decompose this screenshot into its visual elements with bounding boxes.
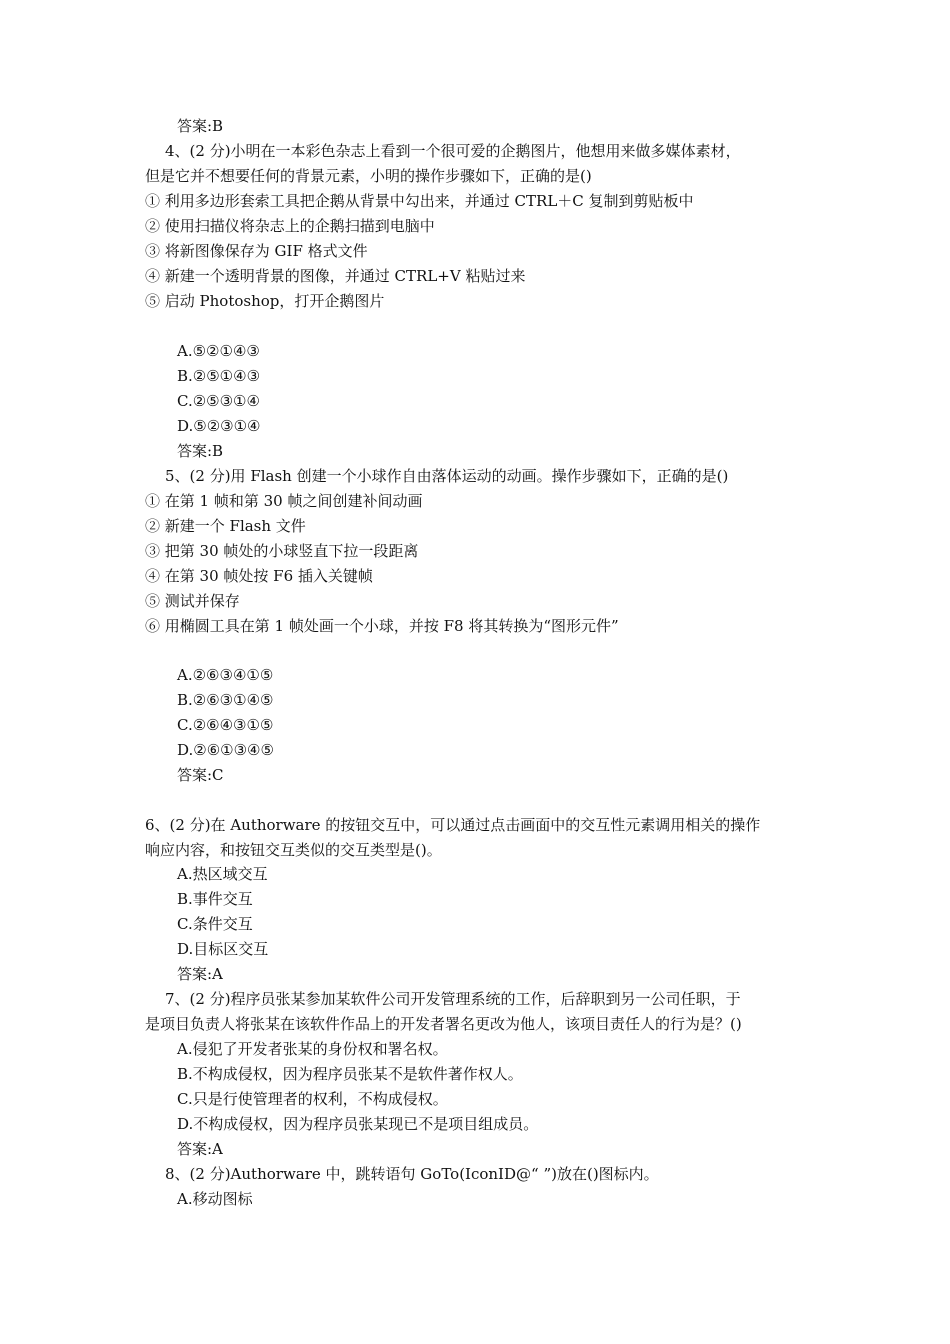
answer-q7: 答案:A (177, 1140, 223, 1158)
question-7-stem-cont: 是项目负责人将张某在该软件作品上的开发者署名更改为他人，该项目责任人的行为是？() (145, 1015, 742, 1033)
question-4-stem: 4、(2 分)小明在一本彩色杂志上看到一个很可爱的企鹅图片，他想用来做多媒体素材， (165, 142, 741, 160)
option-item: A.②⑥③④①⑤ (177, 666, 274, 684)
question-8-stem: 8、(2 分)Authorware 中，跳转语句 GoTo(IconID@“ ”)放在()图标内。 (165, 1165, 659, 1183)
step-item: ① 在第 1 帧和第 30 帧之间创建补间动画 (145, 492, 423, 510)
answer-q4: 答案:B (177, 442, 224, 460)
answer-q3: 答案:B (177, 117, 224, 135)
step-item: ⑤ 启动 Photoshop，打开企鹅图片 (145, 292, 385, 310)
step-item: ② 新建一个 Flash 文件 (145, 517, 306, 535)
option-item: B.不构成侵权，因为程序员张某不是软件著作权人。 (177, 1065, 523, 1083)
option-item: B.②⑥③①④⑤ (177, 691, 274, 709)
option-item: D.⑤②③①④ (177, 417, 261, 435)
question-5-stem: 5、(2 分)用 Flash 创建一个小球作自由落体运动的动画。操作步骤如下，正确的是() (165, 467, 729, 485)
step-item: ② 使用扫描仪将杂志上的企鹅扫描到电脑中 (145, 217, 435, 235)
question-6-stem: 6、(2 分)在 Authorware 的按钮交互中，可以通过点击画面中的交互性元素调用相关的操作 (145, 816, 761, 834)
option-item: C.条件交互 (177, 915, 253, 933)
option-item: C.②⑥④③①⑤ (177, 716, 274, 734)
question-6-stem-cont: 响应内容，和按钮交互类似的交互类型是()。 (145, 841, 442, 859)
question-7-stem: 7、(2 分)程序员张某参加某软件公司开发管理系统的工作，后辞职到另一公司任职，于 (165, 990, 741, 1008)
step-item: ④ 新建一个透明背景的图像，并通过 CTRL+V 粘贴过来 (145, 267, 526, 285)
option-item: C.只是行使管理者的权利，不构成侵权。 (177, 1090, 448, 1108)
option-item: A.侵犯了开发者张某的身份权和署名权。 (177, 1040, 448, 1058)
option-item: A.移动图标 (177, 1190, 253, 1208)
option-item: C.②⑤③①④ (177, 392, 260, 410)
step-item: ③ 把第 30 帧处的小球竖直下拉一段距离 (145, 542, 419, 560)
option-item: D.②⑥①③④⑤ (177, 741, 274, 759)
answer-q5: 答案:C (177, 766, 224, 784)
step-item: ④ 在第 30 帧处按 F6 插入关键帧 (145, 567, 373, 585)
option-item: D.不构成侵权，因为程序员张某现已不是项目组成员。 (177, 1115, 539, 1133)
step-item: ③ 将新图像保存为 GIF 格式文件 (145, 242, 368, 260)
option-item: A.⑤②①④③ (177, 342, 260, 360)
option-item: B.②⑤①④③ (177, 367, 261, 385)
option-item: D.目标区交互 (177, 940, 269, 958)
step-item: ⑥ 用椭圆工具在第 1 帧处画一个小球，并按 F8 将其转换为“图形元件” (145, 617, 619, 635)
option-item: A.热区域交互 (177, 865, 268, 883)
step-item: ⑤ 测试并保存 (145, 592, 240, 610)
question-4-stem-cont: 但是它并不想要任何的背景元素，小明的操作步骤如下，正确的是() (145, 167, 592, 185)
option-item: B.事件交互 (177, 890, 253, 908)
answer-q6: 答案:A (177, 965, 223, 983)
step-item: ① 利用多边形套索工具把企鹅从背景中勾出来，并通过 CTRL＋C 复制到剪贴板中 (145, 192, 694, 210)
